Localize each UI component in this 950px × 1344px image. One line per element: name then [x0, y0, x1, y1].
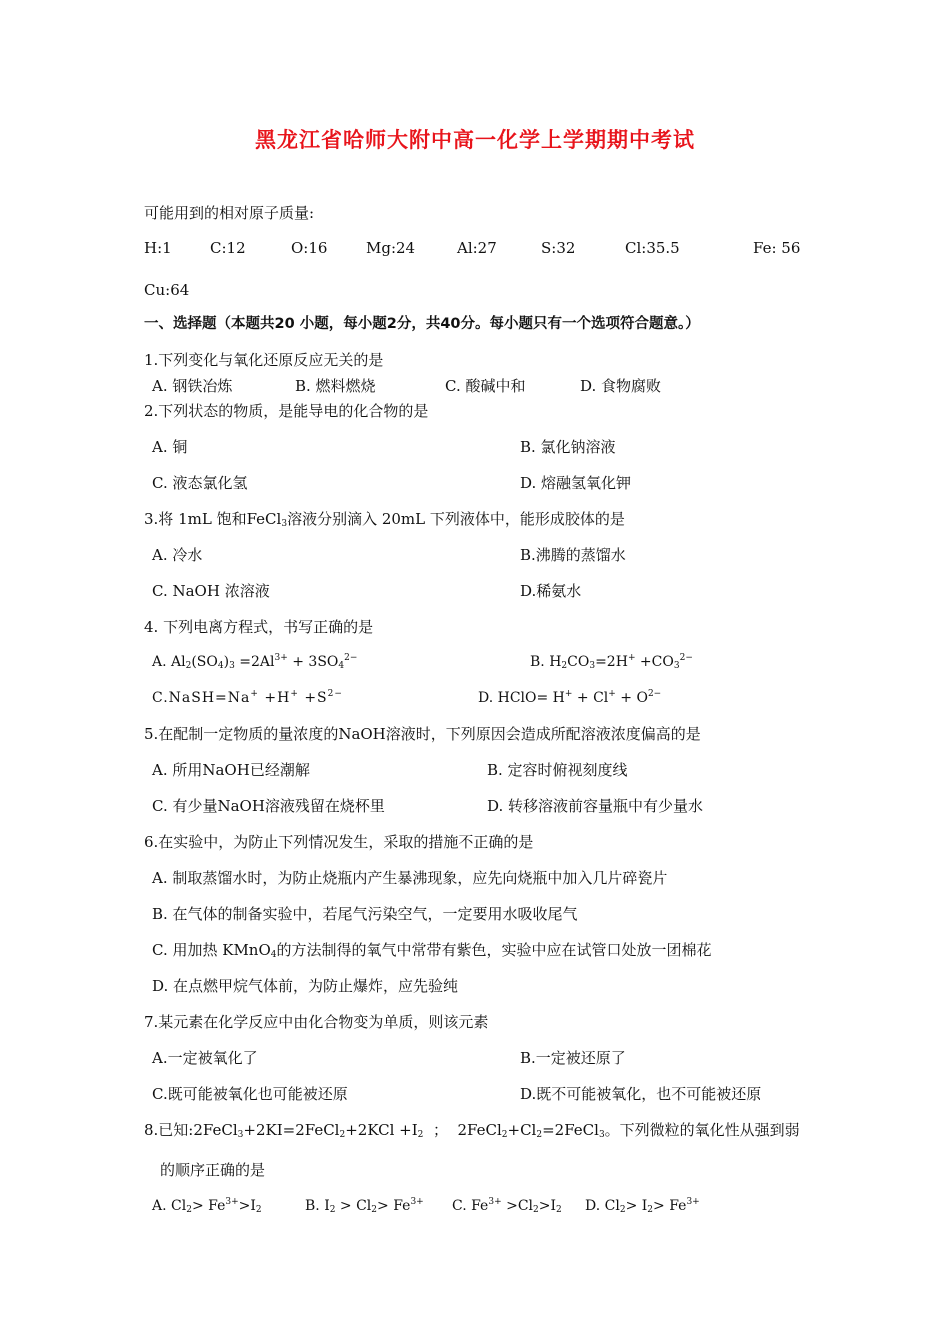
atomic-mass-intro: 可能用到的相对原子质量:	[144, 204, 315, 222]
q3-stem-sub: 3	[281, 519, 288, 529]
q6-option-c-pre: C. 用加热 KMnO	[152, 941, 271, 959]
atomic-mass-mg: Mg:24	[366, 239, 416, 257]
atomic-mass-al: Al:27	[457, 239, 497, 257]
q4-option-c: C.NaSH=Na+ $+H^+ +S^{2-}$	[152, 689, 343, 706]
q3-option-d: D.稀氨水	[520, 582, 582, 600]
q2-option-b: B. 氯化钠溶液	[520, 438, 616, 456]
q7-option-a: A.一定被氧化了	[152, 1049, 258, 1067]
q6-option-c	[152, 940, 712, 960]
q2-option-a: A. 铜	[152, 438, 188, 456]
q6-option-b: B. 在气体的制备实验中，若尾气污染空气，一定要用水吸收尾气	[152, 905, 578, 923]
q5-stem: 5.在配制一定物质的量浓度的NaOH溶液时，下列原因会造成所配溶液浓度偏高的是	[144, 725, 701, 743]
atomic-mass-o: O:16	[291, 239, 328, 257]
q6-stem: 6.在实验中，为防止下列情况发生，采取的措施不正确的是	[144, 833, 534, 851]
q1-option-d: D. 食物腐败	[580, 377, 662, 395]
q2-option-d: D. 熔融氢氧化钾	[520, 474, 632, 492]
q6-option-a: A. 制取蒸馏水时，为防止烧瓶内产生暴沸现象，应先向烧瓶中加入几片碎瓷片	[152, 869, 668, 887]
q7-stem: 7.某元素在化学反应中由化合物变为单质，则该元素	[144, 1013, 489, 1031]
q2-stem: 2.下列状态的物质，是能导电的化合物的是	[144, 402, 429, 420]
q1-stem: 1.下列变化与氧化还原反应无关的是	[144, 351, 384, 369]
q6-option-c-post: 的方法制得的氧气中常带有紫色，实验中应在试管口处放一团棉花	[276, 941, 712, 959]
q8-stem-line1: 8.已知:2FeCl$_3$+2KI=2FeCl$_2$+2KCl $+I_2$ ； $2FeCl_2+Cl_2=2FeCl_3$。下列微粒的氧化性从强到弱	[144, 1121, 800, 1140]
q3-option-c: C. NaOH 浓溶液	[152, 582, 270, 600]
q7-option-c: C.既可能被氧化也可能被还原	[152, 1085, 348, 1103]
q6-option-c-sub: 4	[270, 950, 277, 960]
q3-option-a: A. 冷水	[152, 546, 203, 564]
q7-option-b: B.一定被还原了	[520, 1049, 626, 1067]
q5-option-a: A. 所用NaOH已经潮解	[152, 761, 310, 779]
q8-stem-line2: 的顺序正确的是	[160, 1161, 266, 1179]
q6-option-d: D. 在点燃甲烷气体前，为防止爆炸，应先验纯	[152, 977, 459, 995]
q4-option-a: A. $Al_2(SO_4)_3 =2Al^{3+} + 3SO_4^{2-}$	[152, 653, 358, 671]
q3-stem-post: 溶液分别滴入 20mL 下列液体中，能形成胶体的是	[287, 510, 625, 528]
q3-option-b: B.沸腾的蒸馏水	[520, 546, 626, 564]
atomic-mass-row	[0, 238, 950, 258]
atomic-mass-c: C:12	[210, 239, 246, 257]
q1-option-b: B. 燃料燃烧	[295, 377, 376, 395]
q5-option-b: B. 定容时俯视刻度线	[487, 761, 628, 779]
atomic-mass-s: S:32	[541, 239, 576, 257]
atomic-mass-cl: Cl:35.5	[625, 239, 680, 257]
q5-option-d: D. 转移溶液前容量瓶中有少量水	[487, 797, 704, 815]
q4-option-b: B. $H_2CO_3=2H^+ +CO_3^{2-}$	[530, 653, 693, 671]
q1-option-a: A. 钢铁冶炼	[152, 377, 233, 395]
page-title: 黑龙江省哈师大附中高一化学上学期期中考试	[255, 128, 695, 152]
q8-option-b: B. $I_2 > Cl_2> Fe^{3+}$	[305, 1197, 424, 1215]
q7-option-d: D.既不可能被氧化，也不可能被还原	[520, 1085, 762, 1103]
q5-option-c: C. 有少量NaOH溶液残留在烧杯里	[152, 797, 385, 815]
q4-option-d: D. HClO= $H^+ + Cl^+ + O^{2-}$	[478, 689, 662, 706]
q4-stem: 4. 下列电离方程式，书写正确的是	[144, 618, 374, 636]
q8-option-c: C. $Fe^{3+} >Cl_2>I_2$	[452, 1197, 562, 1215]
q3-stem-pre: 3.将 1mL 饱和FeCl	[144, 510, 282, 528]
atomic-mass-h: H:1	[144, 239, 172, 257]
atomic-mass-cu: Cu:64	[144, 281, 190, 299]
q8-option-d: D. $Cl_2> I_2> Fe^{3+}$	[585, 1197, 700, 1215]
section1-header: 一、选择题（本题共20 小题，每小题2分，共40分。每小题只有一个选项符合题意。）	[144, 316, 700, 332]
q3-stem	[144, 509, 625, 529]
q8-option-a: A. $Cl_2> Fe^{3+}>I_2$	[152, 1197, 262, 1215]
atomic-mass-fe: Fe: 56	[753, 239, 801, 257]
q1-option-c: C. 酸碱中和	[445, 377, 526, 395]
q2-option-c: C. 液态氯化氢	[152, 474, 248, 492]
